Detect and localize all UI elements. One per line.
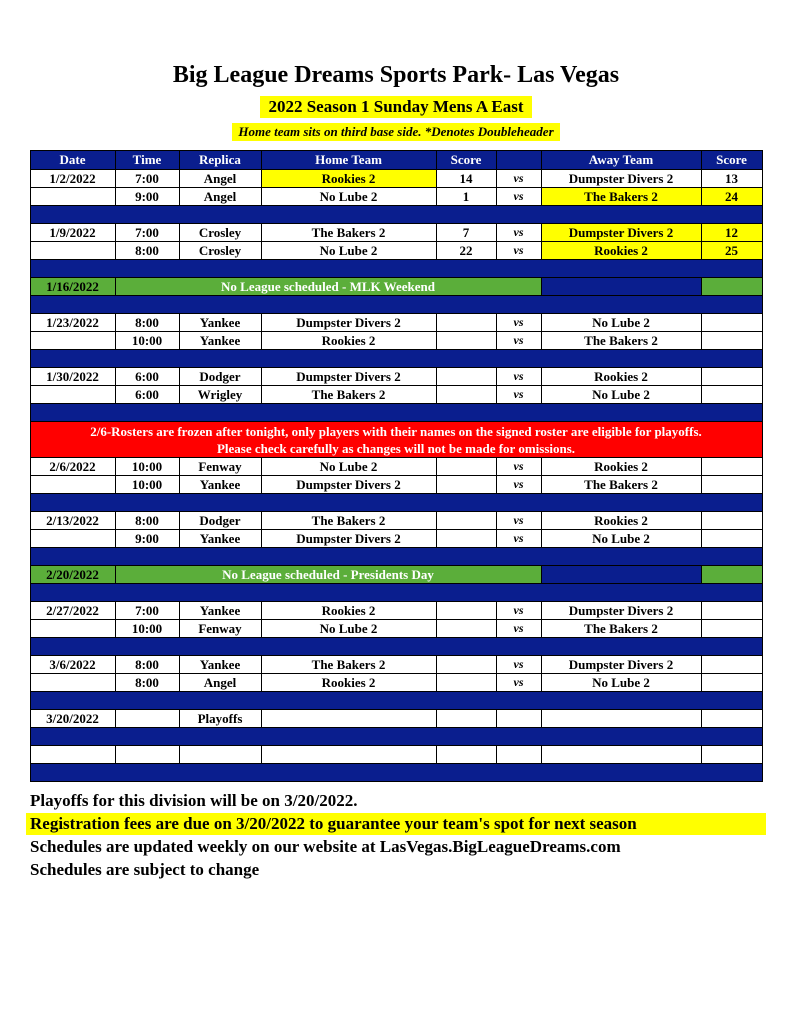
spacer-cell xyxy=(30,638,762,656)
spacer-cell xyxy=(30,584,762,602)
spacer-row xyxy=(30,296,762,314)
away-team-cell: The Bakers 2 xyxy=(541,332,701,350)
away-team-cell: Dumpster Divers 2 xyxy=(541,224,701,242)
game-row xyxy=(30,476,762,494)
home-score-cell: 14 xyxy=(436,170,496,188)
away-score-cell: 24 xyxy=(701,188,762,206)
date-cell: 1/2/2022 xyxy=(30,170,115,188)
no-league-message: No League scheduled - MLK Weekend xyxy=(115,278,541,296)
away-score-cell xyxy=(701,368,762,386)
home-score-cell: 7 xyxy=(436,224,496,242)
away-score-cell: 13 xyxy=(701,170,762,188)
home-score-cell xyxy=(436,512,496,530)
time-cell xyxy=(115,710,179,728)
home-team-cell: The Bakers 2 xyxy=(261,386,436,404)
no-league-notice-row xyxy=(30,278,762,296)
away-score-cell xyxy=(701,602,762,620)
home-score-cell xyxy=(436,386,496,404)
game-row xyxy=(30,314,762,332)
spacer-cell xyxy=(30,548,762,566)
replica-cell: Yankee xyxy=(179,476,261,494)
spacer-row xyxy=(30,692,762,710)
schedule-table xyxy=(30,150,763,782)
away-team-cell: Rookies 2 xyxy=(541,458,701,476)
date-cell xyxy=(30,242,115,260)
home-score-cell xyxy=(436,458,496,476)
home-team-cell: No Lube 2 xyxy=(261,188,436,206)
header-cell-score: Score xyxy=(701,151,762,170)
away-score-cell xyxy=(701,476,762,494)
footer-notes xyxy=(26,790,766,881)
date-cell xyxy=(30,620,115,638)
away-team-cell: Dumpster Divers 2 xyxy=(541,170,701,188)
vs-cell: vs xyxy=(496,656,541,674)
date-cell: 2/6/2022 xyxy=(30,458,115,476)
vs-cell: vs xyxy=(496,674,541,692)
away-team-cell: The Bakers 2 xyxy=(541,620,701,638)
game-row xyxy=(30,170,762,188)
away-score-cell xyxy=(701,674,762,692)
spacer-cell xyxy=(30,206,762,224)
spacer-row xyxy=(30,764,762,782)
away-team-cell: No Lube 2 xyxy=(541,314,701,332)
away-team-cell: No Lube 2 xyxy=(541,530,701,548)
subject-to-change-note: Schedules are subject to change xyxy=(30,860,260,879)
date-cell: 1/23/2022 xyxy=(30,314,115,332)
date-cell xyxy=(30,188,115,206)
replica-cell xyxy=(179,746,261,764)
date-cell: 1/16/2022 xyxy=(30,278,115,296)
website-note: Schedules are updated weekly on our website at LasVegas.BigLeagueDreams.com xyxy=(30,837,621,856)
away-score-cell xyxy=(701,656,762,674)
away-team-cell: No Lube 2 xyxy=(541,674,701,692)
game-row xyxy=(30,368,762,386)
game-row xyxy=(30,746,762,764)
away-score-cell xyxy=(701,512,762,530)
playoffs-note: Playoffs for this division will be on 3/20/2022. xyxy=(30,791,358,810)
game-row xyxy=(30,188,762,206)
header-cell-score: Score xyxy=(436,151,496,170)
no-league-message: No League scheduled - Presidents Day xyxy=(115,566,541,584)
replica-cell: Yankee xyxy=(179,314,261,332)
home-team-cell: The Bakers 2 xyxy=(261,512,436,530)
date-cell xyxy=(30,332,115,350)
time-cell: 8:00 xyxy=(115,656,179,674)
time-cell: 8:00 xyxy=(115,674,179,692)
registration-fees-note: Registration fees are due on 3/20/2022 to guarantee your team's spot for next season xyxy=(26,813,766,835)
away-score-cell xyxy=(701,458,762,476)
header-cell-home-team: Home Team xyxy=(261,151,436,170)
away-score-cell xyxy=(701,386,762,404)
game-row xyxy=(30,512,762,530)
date-cell xyxy=(30,386,115,404)
spacer-cell xyxy=(30,350,762,368)
spacer-row xyxy=(30,548,762,566)
away-score-cell xyxy=(701,710,762,728)
time-cell: 10:00 xyxy=(115,332,179,350)
header-cell-away-team: Away Team xyxy=(541,151,701,170)
replica-cell: Angel xyxy=(179,188,261,206)
spacer-cell xyxy=(30,404,762,422)
home-team-cell: Rookies 2 xyxy=(261,170,436,188)
home-team-cell: The Bakers 2 xyxy=(261,224,436,242)
home-team-cell: The Bakers 2 xyxy=(261,656,436,674)
away-team-cell xyxy=(541,746,701,764)
date-cell: 2/27/2022 xyxy=(30,602,115,620)
replica-cell: Yankee xyxy=(179,530,261,548)
away-team-cell: The Bakers 2 xyxy=(541,476,701,494)
replica-cell: Dodger xyxy=(179,512,261,530)
spacer-cell xyxy=(30,692,762,710)
game-row xyxy=(30,674,762,692)
table-body xyxy=(30,170,762,782)
season-subtitle: 2022 Season 1 Sunday Mens A East xyxy=(260,96,531,118)
no-league-notice-row xyxy=(30,566,762,584)
notice-line: 2/6-Rosters are frozen after tonight, only players with their names on the signed roster are eligible for playoffs. xyxy=(90,423,702,439)
away-score-cell xyxy=(701,332,762,350)
game-row xyxy=(30,530,762,548)
replica-cell: Yankee xyxy=(179,332,261,350)
date-cell: 1/9/2022 xyxy=(30,224,115,242)
game-row xyxy=(30,602,762,620)
vs-cell: vs xyxy=(496,368,541,386)
home-team-cell: No Lube 2 xyxy=(261,620,436,638)
time-cell: 8:00 xyxy=(115,314,179,332)
vs-cell: vs xyxy=(496,530,541,548)
home-team-cell: Dumpster Divers 2 xyxy=(261,368,436,386)
time-cell: 9:00 xyxy=(115,188,179,206)
date-cell xyxy=(30,746,115,764)
vs-cell: vs xyxy=(496,512,541,530)
replica-cell: Crosley xyxy=(179,242,261,260)
time-cell: 7:00 xyxy=(115,170,179,188)
date-cell xyxy=(30,476,115,494)
home-team-cell xyxy=(261,710,436,728)
time-cell: 7:00 xyxy=(115,602,179,620)
game-row xyxy=(30,386,762,404)
table-header xyxy=(30,151,762,170)
home-score-cell: 1 xyxy=(436,188,496,206)
time-cell: 6:00 xyxy=(115,386,179,404)
home-team-cell: Dumpster Divers 2 xyxy=(261,530,436,548)
date-cell: 3/6/2022 xyxy=(30,656,115,674)
away-score-cell: 25 xyxy=(701,242,762,260)
time-cell: 7:00 xyxy=(115,224,179,242)
home-score-cell xyxy=(436,332,496,350)
header-cell-vs xyxy=(496,151,541,170)
vs-cell: vs xyxy=(496,620,541,638)
header-row xyxy=(30,151,762,170)
away-score-cell: 12 xyxy=(701,224,762,242)
away-score-cell xyxy=(701,530,762,548)
home-score-cell xyxy=(436,476,496,494)
replica-cell: Angel xyxy=(179,170,261,188)
home-team-cell: No Lube 2 xyxy=(261,458,436,476)
away-team-cell: Rookies 2 xyxy=(541,512,701,530)
game-row xyxy=(30,458,762,476)
vs-cell: vs xyxy=(496,170,541,188)
game-row xyxy=(30,656,762,674)
home-team-cell xyxy=(261,746,436,764)
spacer-cell xyxy=(30,494,762,512)
home-team-cell: Rookies 2 xyxy=(261,674,436,692)
vs-cell xyxy=(496,746,541,764)
vs-cell: vs xyxy=(496,314,541,332)
home-score-cell: 22 xyxy=(436,242,496,260)
time-cell: 10:00 xyxy=(115,458,179,476)
header-cell-time: Time xyxy=(115,151,179,170)
vs-cell: vs xyxy=(496,386,541,404)
spacer-cell xyxy=(30,728,762,746)
replica-cell: Angel xyxy=(179,674,261,692)
home-score-cell xyxy=(436,674,496,692)
away-score-cell xyxy=(701,746,762,764)
home-score-cell xyxy=(436,602,496,620)
spacer-row xyxy=(30,584,762,602)
date-cell xyxy=(30,674,115,692)
home-team-cell: Rookies 2 xyxy=(261,602,436,620)
subtitle-row xyxy=(0,89,792,118)
game-row xyxy=(30,242,762,260)
away-score-cell xyxy=(701,278,762,296)
spacer-row xyxy=(30,350,762,368)
date-cell xyxy=(30,530,115,548)
vs-cell: vs xyxy=(496,476,541,494)
game-row xyxy=(30,224,762,242)
replica-cell: Dodger xyxy=(179,368,261,386)
spacer-cell xyxy=(30,260,762,278)
home-team-note: Home team sits on third base side. *Denotes Doubleheader xyxy=(232,123,559,141)
spacer-row xyxy=(30,206,762,224)
away-team-cell xyxy=(541,566,701,584)
away-score-cell xyxy=(701,314,762,332)
header-cell-date: Date xyxy=(30,151,115,170)
replica-cell: Yankee xyxy=(179,602,261,620)
away-team-cell xyxy=(541,278,701,296)
replica-cell: Crosley xyxy=(179,224,261,242)
game-row xyxy=(30,620,762,638)
spacer-cell xyxy=(30,296,762,314)
home-score-cell xyxy=(436,530,496,548)
spacer-row xyxy=(30,638,762,656)
notice-line: Please check carefully as changes will not be made for omissions. xyxy=(216,440,576,456)
roster-freeze-notice-row xyxy=(30,422,762,458)
home-score-cell xyxy=(436,710,496,728)
page-title: Big League Dreams Sports Park- Las Vegas xyxy=(172,62,620,88)
home-team-cell: Rookies 2 xyxy=(261,332,436,350)
game-row xyxy=(30,710,762,728)
away-team-cell xyxy=(541,710,701,728)
vs-cell: vs xyxy=(496,224,541,242)
away-score-cell xyxy=(701,566,762,584)
time-cell: 8:00 xyxy=(115,242,179,260)
replica-cell: Yankee xyxy=(179,656,261,674)
home-team-cell: Dumpster Divers 2 xyxy=(261,314,436,332)
spacer-row xyxy=(30,494,762,512)
replica-cell: Fenway xyxy=(179,458,261,476)
replica-cell: Playoffs xyxy=(179,710,261,728)
away-team-cell: Rookies 2 xyxy=(541,368,701,386)
replica-cell: Wrigley xyxy=(179,386,261,404)
vs-cell: vs xyxy=(496,188,541,206)
time-cell: 6:00 xyxy=(115,368,179,386)
vs-cell: vs xyxy=(496,332,541,350)
time-cell: 10:00 xyxy=(115,476,179,494)
vs-cell xyxy=(496,710,541,728)
away-team-cell: Dumpster Divers 2 xyxy=(541,656,701,674)
game-row xyxy=(30,332,762,350)
date-cell: 1/30/2022 xyxy=(30,368,115,386)
time-cell: 8:00 xyxy=(115,512,179,530)
home-score-cell xyxy=(436,656,496,674)
away-team-cell: The Bakers 2 xyxy=(541,188,701,206)
date-cell: 3/20/2022 xyxy=(30,710,115,728)
spacer-row xyxy=(30,260,762,278)
vs-cell: vs xyxy=(496,242,541,260)
away-team-cell: Dumpster Divers 2 xyxy=(541,602,701,620)
spacer-row xyxy=(30,728,762,746)
date-cell: 2/13/2022 xyxy=(30,512,115,530)
time-cell xyxy=(115,746,179,764)
spacer-cell xyxy=(30,764,762,782)
spacer-row xyxy=(30,404,762,422)
away-score-cell xyxy=(701,620,762,638)
home-score-cell xyxy=(436,368,496,386)
away-team-cell: Rookies 2 xyxy=(541,242,701,260)
header-cell-replica: Replica xyxy=(179,151,261,170)
roster-freeze-notice xyxy=(30,422,762,458)
away-team-cell: No Lube 2 xyxy=(541,386,701,404)
time-cell: 10:00 xyxy=(115,620,179,638)
home-team-cell: No Lube 2 xyxy=(261,242,436,260)
home-team-cell: Dumpster Divers 2 xyxy=(261,476,436,494)
home-score-cell xyxy=(436,314,496,332)
vs-cell: vs xyxy=(496,602,541,620)
tagline-row xyxy=(0,118,792,141)
vs-cell: vs xyxy=(496,458,541,476)
date-cell: 2/20/2022 xyxy=(30,566,115,584)
home-score-cell xyxy=(436,746,496,764)
time-cell: 9:00 xyxy=(115,530,179,548)
replica-cell: Fenway xyxy=(179,620,261,638)
home-score-cell xyxy=(436,620,496,638)
